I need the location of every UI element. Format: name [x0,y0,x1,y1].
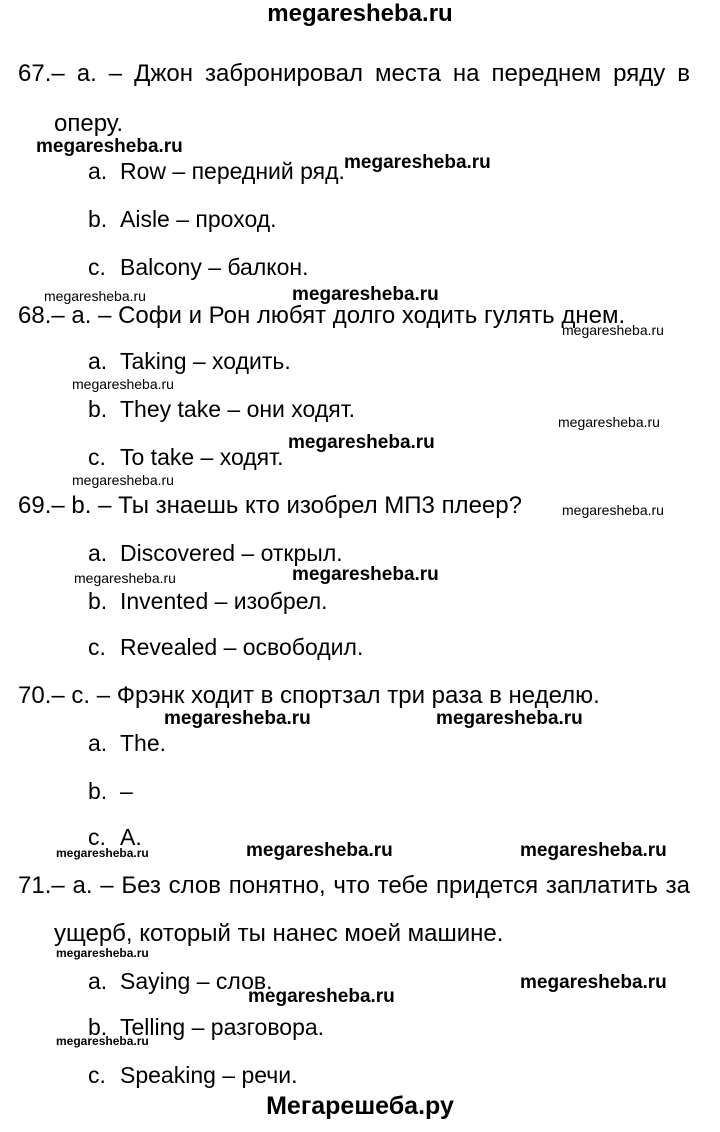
watermark: megaresheba.ru [562,322,664,338]
option-c [88,444,284,471]
watermark: megaresheba.ru [56,1034,149,1048]
watermark: megaresheba.ru [72,376,174,392]
option-a [88,730,166,757]
watermark: megaresheba.ru [246,840,393,861]
watermark: megaresheba.ru [56,846,149,860]
option-text: Aisle – проход. [120,206,277,232]
option-letter: c. [88,634,106,660]
option-letter: c. [88,1062,106,1088]
watermark: megaresheba.ru [44,288,146,304]
question-69 [18,492,522,520]
watermark: megaresheba.ru [520,972,667,993]
option-text: – [120,778,133,804]
site-footer: Мегарешеба.ру [266,1092,454,1120]
option-a [88,348,291,375]
option-letter: a. [88,348,108,374]
watermark: megaresheba.ru [56,946,149,960]
option-letter: b. [88,778,108,804]
question-67 [18,60,690,88]
option-text: To take – ходят. [120,444,284,470]
option-text: Invented – изобрел. [120,588,328,614]
option-b [88,588,328,615]
option-text: Telling – разговора. [120,1014,325,1040]
option-letter: a. [88,730,108,756]
question-text: – a. – Без слов понятно, что тебе придется заплатить за [51,872,690,899]
watermark: megaresheba.ru [248,986,395,1007]
question-text: – a. – Джон забронировал места на переднем ряду в [51,60,690,87]
question-number: 71. [18,872,52,899]
site-header: megaresheba.ru [267,0,453,27]
option-c [88,1062,298,1089]
option-text: Saying – слов. [120,968,273,994]
option-letter: a. [88,158,108,184]
option-text: Discovered – открыл. [120,540,343,566]
question-continuation: ущерб, который ты нанес моей машине. [54,920,504,947]
option-b [88,206,277,233]
watermark: megaresheba.ru [288,432,435,453]
question-number: 69. [18,492,52,519]
option-letter: b. [88,206,108,232]
option-letter: b. [88,1014,108,1040]
option-text: Balcony – балкон. [120,254,309,280]
question-text: – c. – Фрэнк ходит в спортзал три раза в неделю. [51,682,600,709]
option-b [88,778,133,805]
watermark: megaresheba.ru [558,414,660,430]
option-text: Row – передний ряд. [120,158,345,184]
watermark: megaresheba.ru [292,564,439,585]
watermark: megaresheba.ru [36,136,183,157]
option-b [88,396,355,423]
watermark: megaresheba.ru [74,570,176,586]
option-c [88,634,363,661]
question-68 [18,302,625,330]
option-letter: c. [88,444,106,470]
question-70 [18,682,600,710]
question-text: – b. – Ты знаешь кто изобрел МП3 плеер? [51,492,522,519]
option-letter: a. [88,540,108,566]
watermark: megaresheba.ru [520,840,667,861]
question-continuation: оперу. [54,110,124,137]
option-letter: b. [88,588,108,614]
option-text: They take – они ходят. [120,396,356,422]
option-letter: c. [88,824,106,850]
watermark: megaresheba.ru [344,152,491,173]
option-text: Revealed – освободил. [120,634,364,660]
option-a [88,968,272,995]
question-text: – a. – Софи и Рон любят долго ходить гулять днем. [51,302,626,329]
option-letter: a. [88,968,108,994]
option-letter: b. [88,396,108,422]
option-a [88,540,343,567]
option-text: The. [120,730,167,756]
option-a [88,158,345,185]
option-text: A. [120,824,142,850]
question-71 [18,872,690,900]
option-c [88,254,308,281]
option-letter: c. [88,254,106,280]
watermark: megaresheba.ru [436,708,583,729]
question-number: 68. [18,302,52,329]
question-number: 70. [18,682,52,709]
watermark: megaresheba.ru [164,708,311,729]
option-text: Taking – ходить. [120,348,291,374]
watermark: megaresheba.ru [562,502,664,518]
question-number: 67. [18,60,52,87]
option-text: Speaking – речи. [120,1062,298,1088]
watermark: megaresheba.ru [72,472,174,488]
watermark: megaresheba.ru [292,284,439,305]
